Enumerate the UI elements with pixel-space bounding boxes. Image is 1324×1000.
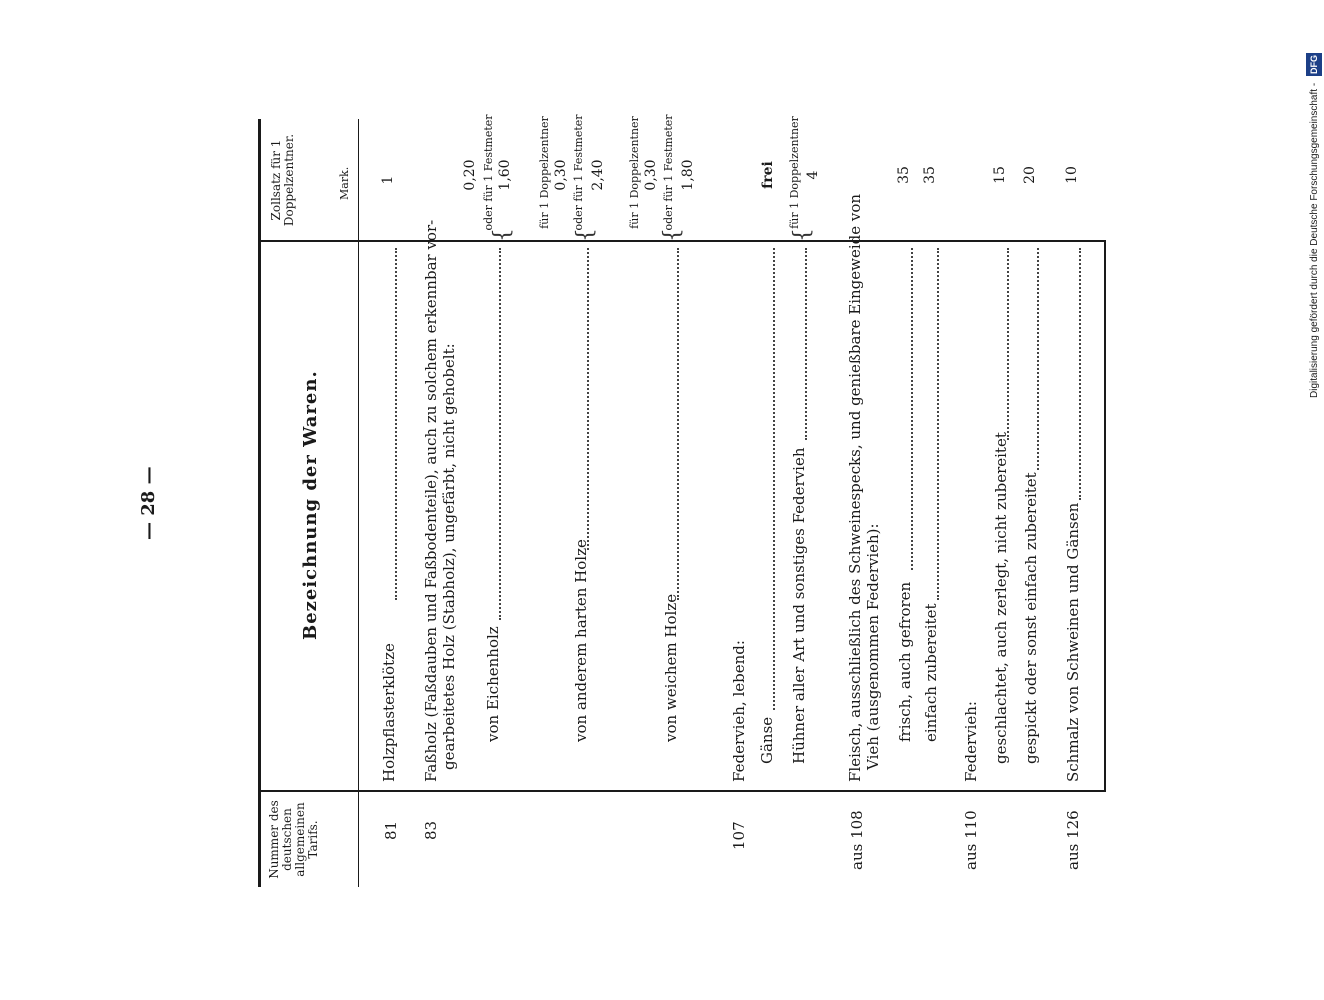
goods-description: Federvieh, lebend: (730, 640, 748, 782)
header-rate-unit: Mark. (338, 166, 351, 200)
header-rate: Zollsatz für 1 Doppelzentner. (269, 133, 296, 227)
duty-rate: 20 (1022, 166, 1038, 184)
leader-dots (773, 248, 775, 710)
duty-rate: 0,20 (462, 159, 478, 191)
leader-dots (937, 248, 939, 600)
leader-dots (1079, 248, 1081, 500)
tariff-number: aus 108 (848, 810, 866, 870)
table-bottom-border (1104, 242, 1106, 790)
leader-dots (677, 248, 679, 600)
duty-rate-label: für 1 Doppelzentner (538, 116, 551, 229)
brace: { (660, 228, 685, 242)
footer-text: Digitalisierung gefördert durch die Deutsche Forschungsgemeinschaft - (1309, 82, 1320, 398)
goods-description: Holzpflasterklötze (380, 643, 398, 782)
tariff-number: aus 110 (962, 810, 980, 870)
duty-rate: 0,30 (643, 159, 659, 191)
goods-description: gearbeitetes Holz (Stabholz), ungefärbt, nicht gehobelt: (440, 343, 458, 770)
leader-dots (587, 248, 589, 550)
goods-description: Vieh (ausgenommen Federvieh): (864, 523, 882, 770)
header-goods: Bezeichnung der Waren. (300, 370, 321, 640)
duty-rate: 0,30 (553, 159, 569, 191)
tariff-number: 107 (730, 821, 748, 850)
goods-description: Gänse (758, 716, 776, 764)
leader-dots (805, 248, 807, 440)
leader-dots (1007, 248, 1009, 440)
column-divider-1 (258, 790, 1106, 792)
goods-description: einfach zubereitet (922, 603, 940, 742)
duty-rate: 2,40 (590, 159, 606, 191)
table-top-border (258, 119, 261, 887)
goods-description: frisch, auch gefroren (896, 581, 914, 742)
duty-rate-label: für 1 Doppelzentner (628, 116, 641, 229)
duty-rate: 1,80 (680, 159, 696, 191)
duty-rate-label: oder für 1 Festmeter (572, 114, 585, 231)
goods-description: gespickt oder sonst einfach zubereitet (1022, 472, 1040, 764)
goods-description: geschlachtet, auch zerlegt, nicht zubereitet (992, 432, 1010, 764)
leader-dots (395, 248, 397, 600)
goods-description: von Eichenholz (484, 626, 502, 742)
brace: { (490, 228, 515, 242)
dfg-logo: DFG (1306, 53, 1322, 76)
duty-rate: frei (760, 161, 776, 189)
goods-description: Fleisch, ausschließlich des Schweinespecks, und genießbare Eingeweide von (846, 193, 864, 782)
tariff-number: 81 (382, 820, 400, 840)
duty-rate: 4 (805, 170, 821, 180)
goods-description: von anderem harten Holze (572, 539, 590, 742)
header-rule (358, 119, 359, 887)
goods-description: Hühner aller Art und sonstiges Federvieh (790, 447, 808, 764)
duty-rate: 35 (922, 166, 938, 184)
tariff-number: aus 126 (1064, 810, 1082, 870)
duty-rate: 1,60 (497, 159, 513, 191)
leader-dots (1037, 248, 1039, 470)
duty-rate: 1 (380, 175, 396, 185)
duty-rate-label: für 1 Doppelzentner (788, 116, 801, 229)
leader-dots (499, 248, 501, 620)
brace: { (790, 228, 815, 242)
goods-description: Schmalz von Schweinen und Gänsen (1064, 502, 1082, 782)
page-number: — 28 — (138, 466, 159, 540)
duty-rate: 35 (896, 166, 912, 184)
leader-dots (911, 248, 913, 570)
digitization-footer (1306, 8, 1322, 398)
duty-rate: 15 (992, 166, 1008, 184)
duty-rate: 10 (1064, 166, 1080, 184)
goods-description: Faßholz (Faßdauben und Faßbodenteile), auch zu solchem erkennbar vor- (422, 219, 440, 782)
goods-description: von weichem Holze (662, 593, 680, 742)
brace: { (573, 228, 598, 242)
header-number: Nummer des deutschen allgemeinen Tarifs. (267, 800, 320, 879)
duty-rate-label: oder für 1 Festmeter (662, 114, 675, 231)
goods-description: Federvieh: (962, 701, 980, 782)
tariff-number: 83 (422, 820, 440, 840)
duty-rate-label: oder für 1 Festmeter (482, 114, 495, 231)
